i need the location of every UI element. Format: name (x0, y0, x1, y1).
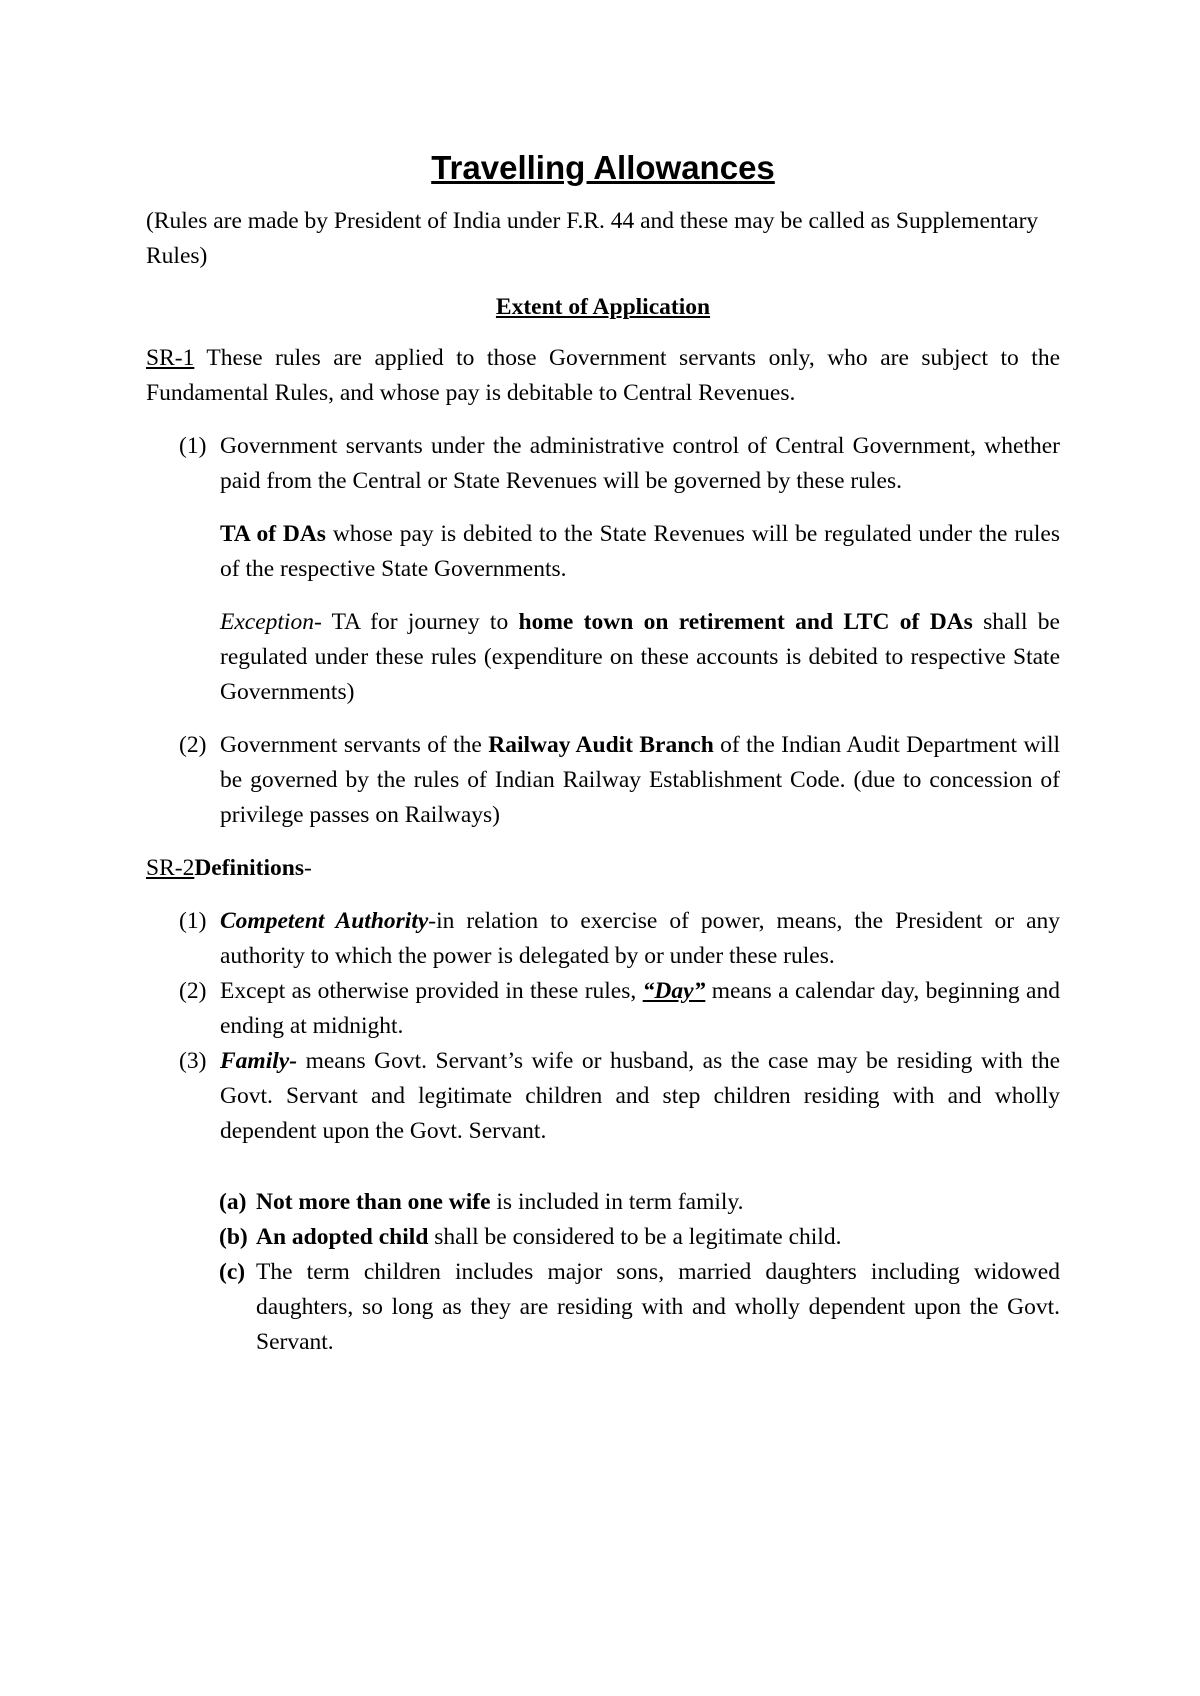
document-content (146, 146, 1060, 1360)
family-note-b-number: (b) (219, 1224, 248, 1250)
family-notes (146, 1185, 1060, 1360)
sr1-label: SR-1 (146, 345, 195, 371)
exception-rest: shall be regulated under these rules (expenditure on these accounts is debited to respective State Governments) (220, 609, 1060, 705)
ta-of-das-paragraph (220, 517, 1060, 587)
extent-heading: Extent of Application (495, 294, 711, 320)
family-term: Family- (220, 1048, 298, 1074)
page-title: Travelling Allowances (431, 149, 775, 186)
exception-bold: home town on retirement and LTC of DAs (518, 609, 973, 635)
sr1-item-1-text: Government servants under the administrative control of Central Government, whether paid from the Central or State Revenues will be governed by these rules. (220, 433, 1060, 494)
definition-3-text: means Govt. Servant’s wife or husband, as the case may be residing with the Govt. Servant and legitimate children and step children residing with and wholly dependent upon the Govt. Servant. (220, 1048, 1060, 1144)
family-note-b-rest: shall be considered to be a legitimate child. (428, 1224, 842, 1250)
sr1-paragraph (146, 341, 1060, 411)
definition-1-number: (1) (179, 908, 207, 934)
competent-authority-term: Competent Authority (220, 908, 429, 934)
family-note-a-number: (a) (219, 1189, 247, 1215)
family-note-b-bold: An adopted child (256, 1224, 429, 1250)
day-term: “Day” (642, 978, 706, 1004)
definition-1-text: -in relation to exercise of power, means, the President or any authority to which the power is delegated by or under these rules. (220, 908, 1061, 969)
family-note-a-rest: is included in term family. (490, 1189, 744, 1215)
definition-3 (146, 1044, 1060, 1149)
exception-label: Exception- (220, 609, 322, 635)
sr1-text: These rules are applied to those Government servants only, who are subject to the Fundamental Rules, and whose pay is debitable to Central Revenues. (146, 345, 1060, 406)
family-note-c (146, 1255, 1060, 1360)
definition-2-pre: Except as otherwise provided in these rules, (220, 978, 643, 1004)
family-note-a (146, 1185, 1060, 1220)
sr1-item-1-number: (1) (179, 433, 207, 459)
family-note-c-text: The term children includes major sons, married daughters including widowed daughters, so long as they are residing with and wholly dependent upon the Govt. Servant. (256, 1259, 1060, 1355)
sr1-item-2-rest: of the Indian Audit Department will be governed by the rules of Indian Railway Establishment Code. (due to concession of privilege passes on Railways) (220, 732, 1061, 828)
ta-of-das-bold: TA of DAs (220, 521, 326, 547)
sr2-heading (146, 851, 1060, 886)
railway-audit-branch-bold: Railway Audit Branch (488, 732, 714, 758)
family-note-c-number: (c) (219, 1259, 246, 1285)
sr2-label: SR-2 (146, 855, 195, 881)
definition-2 (146, 974, 1060, 1044)
definition-1 (146, 904, 1060, 974)
sr1-item-1 (146, 429, 1060, 710)
sr1-item-2 (146, 728, 1060, 833)
sr1-item-2-pre: Government servants of the (220, 732, 489, 758)
family-note-a-bold: Not more than one wife (256, 1189, 491, 1215)
definitions-heading: Definitions (194, 855, 305, 881)
exception-paragraph (220, 605, 1060, 710)
definition-2-rest: means a calendar day, beginning and ending at midnight. (220, 978, 1060, 1039)
definitions-dash: - (304, 855, 312, 881)
family-note-b (146, 1220, 1060, 1255)
definition-2-number: (2) (179, 978, 207, 1004)
subtitle: (Rules are made by President of India under F.R. 44 and these may be called as Supplementary Rules) (146, 208, 1039, 269)
sr1-item-2-number: (2) (179, 732, 207, 758)
definition-3-number: (3) (179, 1048, 207, 1074)
ta-of-das-text: whose pay is debited to the State Revenues will be regulated under the rules of the respective State Governments. (220, 521, 1060, 582)
exception-pre: TA for journey to (321, 609, 519, 635)
